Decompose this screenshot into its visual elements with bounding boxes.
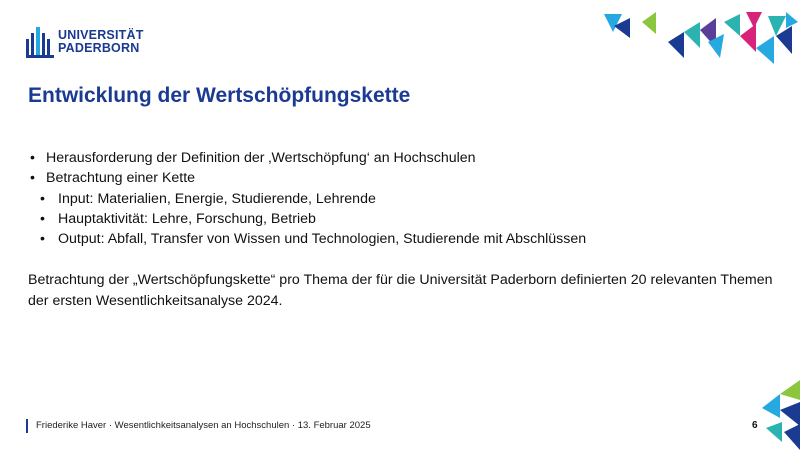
sub-bullet-item: • Hauptaktivität: Lehre, Forschung, Betrieb bbox=[28, 209, 586, 229]
university-logo bbox=[26, 25, 144, 61]
bullet-item: • Betrachtung einer Kette bbox=[28, 168, 586, 188]
sub-bullet-item: • Input: Materialien, Energie, Studierende, Lehrende bbox=[28, 189, 586, 209]
decorative-triangles-bottom bbox=[758, 376, 800, 450]
footer-text: Friederike Haver · Wesentlichkeitsanalysen an Hochschulen · 13. Februar 2025 bbox=[26, 419, 371, 433]
bullet-list bbox=[28, 148, 586, 249]
body-paragraph: Betrachtung der „Wertschöpfungskette“ pro Thema der für die Universität Paderborn definierten 20 relevanten Themen der ersten Wesentlichkeitsanalyse 2024. bbox=[28, 272, 773, 309]
logo-mark-icon bbox=[26, 25, 54, 59]
sub-bullet-item: • Output: Abfall, Transfer von Wissen und Technologien, Studierende mit Abschlüssen bbox=[28, 229, 586, 249]
decorative-triangles-top bbox=[600, 8, 800, 66]
slide-title: Entwicklung der Wertschöpfungskette bbox=[28, 84, 411, 107]
bullet-item: • Herausforderung der Definition der ‚Wertschöpfung‘ an Hochschulen bbox=[28, 148, 586, 168]
page-number: 6 bbox=[752, 420, 758, 431]
logo-text-line1: UNIVERSITÄT bbox=[58, 28, 144, 42]
logo-text-line2: PADERBORN bbox=[58, 41, 140, 55]
